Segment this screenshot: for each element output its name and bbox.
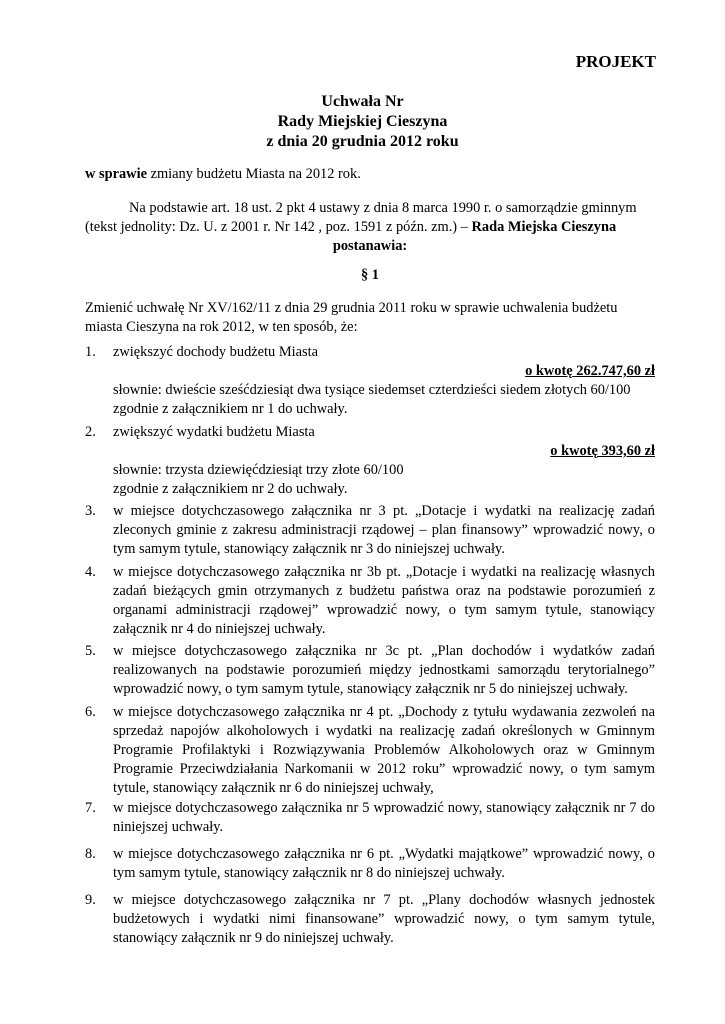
list-item (85, 343, 655, 419)
basis-line-3: postanawia: (332, 238, 408, 254)
list-item (85, 891, 655, 948)
subject-label: w sprawie (85, 166, 147, 182)
projekt-label: PROJEKT (575, 52, 656, 71)
item-number: 7. (85, 800, 96, 816)
list-item (85, 563, 655, 639)
list-item (85, 423, 655, 499)
list-item (85, 502, 655, 559)
item-amount: o kwotę 393,60 zł (550, 443, 655, 459)
item-number: 1. (85, 344, 96, 360)
title-line-1: Uchwała Nr (321, 93, 404, 110)
item-text: w miejsce dotychczasowego załącznika nr 3c pt. „Plan dochodów i wydatków zadań realizowanych na podstawie porozumień między jednostkami samorządu terytorialnego” wprowadzić nowy, o tym samym tytule, stanowiący załącznik nr 5 do niniejszej uchwały. (113, 643, 655, 697)
resolution-title (0, 92, 725, 152)
item-number: 4. (85, 564, 96, 580)
item-line: zgodnie z załącznikiem nr 2 do uchwały. (113, 481, 348, 497)
basis-council: Rada Miejska Cieszyna (471, 219, 617, 235)
item-number: 3. (85, 503, 96, 519)
item-line: zwiększyć dochody budżetu Miasta (113, 344, 319, 360)
item-number: 9. (85, 892, 96, 908)
intro-paragraph (85, 299, 655, 337)
section-mark: § 1 (361, 267, 379, 283)
intro-line-2: miasta Cieszyna na rok 2012, w ten sposób, że: (85, 319, 358, 335)
intro-line-1: Zmienić uchwałę Nr XV/162/11 z dnia 29 grudnia 2011 roku w sprawie uchwalenia budżetu (85, 300, 618, 316)
basis-line-2 (85, 218, 655, 237)
basis-line-1: Na podstawie art. 18 ust. 2 pkt 4 ustawy z dnia 8 marca 1990 r. o samorządzie gminnym (129, 200, 637, 216)
title-line-2: Rady Miejskiej Cieszyna (277, 113, 448, 130)
item-text: w miejsce dotychczasowego załącznika nr 4 pt. „Dochody z tytułu wydawania zezwoleń na sprzedaż napojów alkoholowych i wydatki na realizację zadań określonych w Gminnym Programie Profilaktyki i Rozwiązywania Problemów Alkoholowych oraz w Gminnym Programie Przeciwdziałania Narkomanii w 2012 roku” wprowadzić nowy, o tym samym tytule, stanowiący załącznik nr 6 do niniejszej uchwały, (113, 704, 655, 796)
item-number: 5. (85, 643, 96, 659)
list-item (85, 703, 655, 798)
title-line-3: z dnia 20 grudnia 2012 roku (266, 133, 459, 150)
item-number: 2. (85, 424, 96, 440)
list-item (85, 845, 655, 883)
item-line: słownie: dwieście sześćdziesiąt dwa tysiące siedemset czterdzieści siedem złotych 60/100 (113, 382, 631, 398)
item-line: zgodnie z załącznikiem nr 1 do uchwały. (113, 401, 348, 417)
item-text: w miejsce dotychczasowego załącznika nr 6 pt. „Wydatki majątkowe” wprowadzić nowy, o tym samym tytule, stanowiący załącznik nr 8 do niniejszej uchwały. (113, 846, 655, 881)
subject-text: zmiany budżetu Miasta na 2012 rok. (150, 166, 361, 182)
item-amount: o kwotę 262.747,60 zł (525, 363, 655, 379)
item-text: w miejsce dotychczasowego załącznika nr 7 pt. „Plany dochodów własnych jednostek budżetowych i wydatki nimi finansowane” wprowadzić nowy, o tym samym tytule, stanowiący załącznik nr 9 do niniejszej uchwały. (113, 892, 655, 946)
list-item (85, 799, 655, 837)
item-text: w miejsce dotychczasowego załącznika nr 3b pt. „Dotacje i wydatki na realizację własnych zadań bieżących gmin otrzymanych z budżetu państwa oraz na podstawie porozumień z organami administracji rządowej” wprowadzić nowy, o tym samym tytule, stanowiący załącznik nr 4 do niniejszej uchwały. (113, 564, 655, 637)
item-line: słownie: trzysta dziewięćdziesiąt trzy złote 60/100 (113, 462, 404, 478)
item-number: 8. (85, 846, 96, 862)
basis-line-2-text: (tekst jednolity: Dz. U. z 2001 r. Nr 142 , poz. 1591 z późn. zm.) – (85, 219, 472, 235)
subject-line (85, 165, 655, 184)
item-line: zwiększyć wydatki budżetu Miasta (113, 424, 315, 440)
item-text: w miejsce dotychczasowego załącznika nr 3 pt. „Dotacje i wydatki na realizację zadań zleconych gminie z zakresu administracji rządowej – plan finansowy” wprowadzić nowy, o tym samym tytule, stanowiący załącznik nr 3 do niniejszej uchwały. (113, 503, 655, 557)
list-item (85, 642, 655, 699)
item-text: w miejsce dotychczasowego załącznika nr 5 wprowadzić nowy, stanowiący załącznik nr 7 do niniejszej uchwały. (113, 800, 655, 835)
legal-basis (85, 199, 655, 256)
item-number: 6. (85, 704, 96, 720)
